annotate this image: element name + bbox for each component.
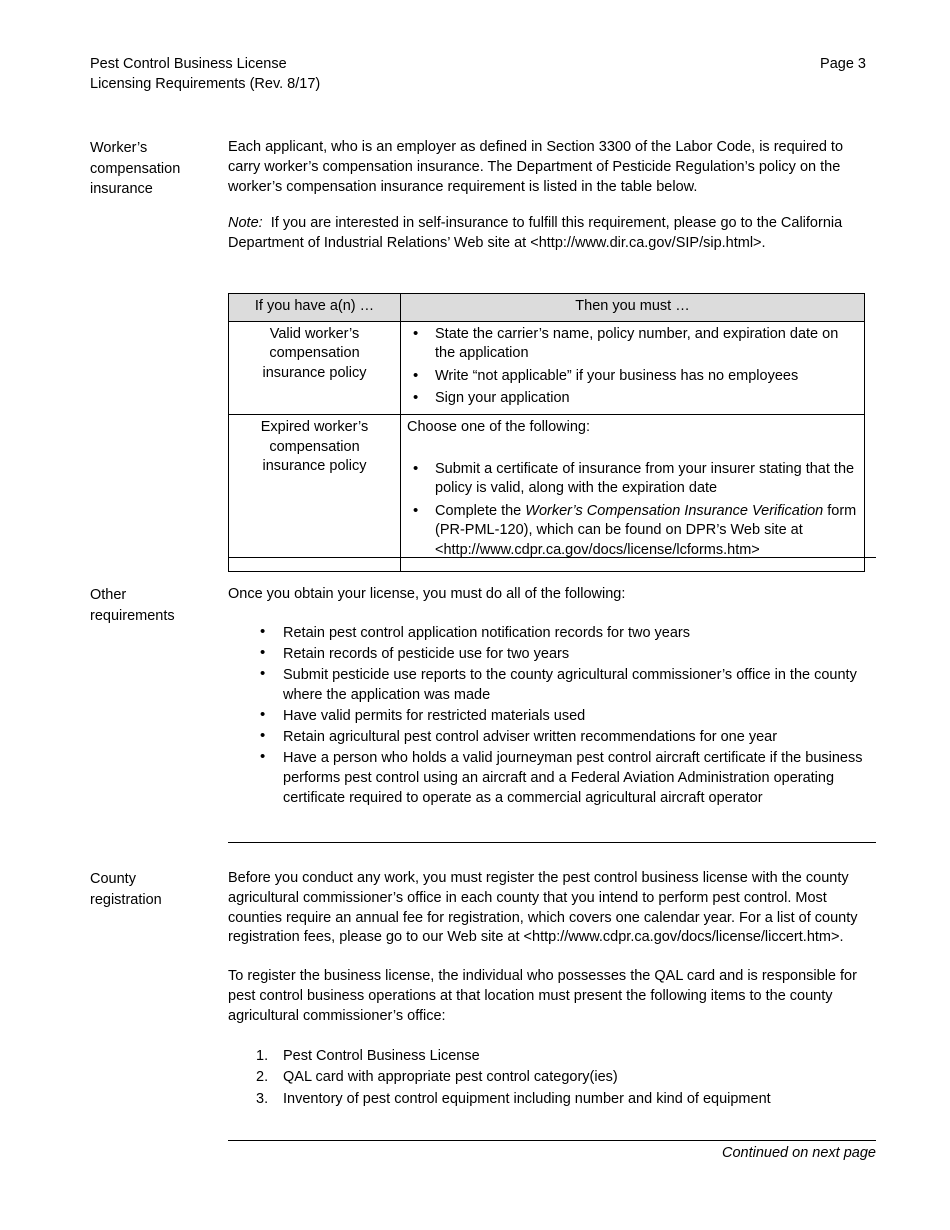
workers-comp-note: [228, 214, 876, 254]
table-header-row: [229, 294, 865, 322]
table-row: [229, 321, 865, 414]
document-title: Pest Control Business License: [90, 56, 287, 72]
section-other-requirements: [90, 585, 876, 809]
list-item: • Retain records of pesticide use for two years: [283, 644, 876, 664]
table-row: [229, 414, 865, 571]
table-header-if-you-have: If you have a(n) …: [229, 294, 401, 322]
workers-comp-paragraph: Each applicant, who is an employer as defined in Section 3300 of the Labor Code, is required to carry worker’s compensation insurance. The Department of Pesticide Regulation’s policy on the worker’s compensation insurance requirement is listed in the table below.: [228, 139, 844, 195]
other-requirements-intro: Once you obtain your license, you must do all of the following:: [228, 586, 626, 602]
key-line-3: insurance policy: [262, 458, 367, 475]
list-item: • State the carrier’s name, policy number, and expiration date on the application: [435, 325, 858, 364]
list-item: • Retain agricultural pest control adviser written recommendations for one year: [283, 727, 876, 747]
key-line-1: Expired worker’s: [260, 418, 369, 435]
label-line-2: requirements: [90, 607, 175, 624]
expired-policy-action-list: [407, 460, 858, 561]
valid-policy-action-list: [407, 325, 858, 409]
key-line-2: compensation: [269, 345, 360, 362]
footer-divider: [228, 1140, 876, 1141]
note-label: Note:: [228, 215, 263, 232]
key-line-2: compensation: [269, 438, 360, 455]
county-registration-paragraph-1: Before you conduct any work, you must register the pest control business license with the county agricultural commissioner’s office in each county that you intend to perform pest control. Most counties require an annual fee for registration, which covers one calendar year. For a list of county registration fees, please go to our Web site at <http://www.cdpr.ca.gov/docs/license/liccert.htm>.: [228, 870, 858, 946]
form-title-italic: Worker’s Compensation Insurance Verification: [525, 502, 824, 519]
bullet-text-post: form (PR-PML-120), which can be found on DPR’s Web site at <http://www.cdpr.ca.gov/docs/license/lcforms.htm>: [435, 502, 857, 558]
footer-continued-label: Continued on next page: [722, 1145, 876, 1161]
table-cell-expired-policy-actions: [401, 414, 865, 571]
table-header-then-you-must: Then you must …: [401, 294, 865, 322]
list-item: Pest Control Business License: [283, 1047, 480, 1064]
list-item: [435, 502, 858, 561]
list-item: • Have a person who holds a valid journeyman pest control aircraft certificate if the business performs pest control using an aircraft and a Federal Aviation Administration operating certificate required to operate as a commercial agricultural aircraft operator: [283, 748, 876, 808]
bullet-text-pre: Complete the: [435, 502, 526, 519]
label-line-3: insurance: [90, 181, 153, 197]
key-line-1: Valid worker’s: [269, 325, 360, 342]
section-divider-county-registration: [228, 842, 876, 843]
section-divider-other-requirements: [228, 557, 876, 558]
label-line-1: Other: [90, 587, 127, 603]
list-item: • Submit pesticide use reports to the county agricultural commissioner’s office in the county where the application was made: [283, 665, 876, 705]
document-subtitle: Licensing Requirements (Rev. 8/17): [90, 76, 321, 92]
county-registration-items-list: [228, 1046, 876, 1110]
list-item: Inventory of pest control equipment including number and kind of equipment: [283, 1090, 771, 1107]
list-item: • Retain pest control application notification records for two years: [283, 623, 876, 643]
section-workers-compensation: [90, 138, 876, 254]
county-registration-paragraph-2: To register the business license, the individual who possesses the QAL card and is responsible for pest control business operations at that location must present the following items to the county agricultural commissioner’s office:: [228, 968, 857, 1024]
workers-compensation-table: [228, 293, 865, 572]
section-label-workers-compensation: [90, 138, 228, 200]
section-body-other-requirements: [228, 585, 876, 809]
section-county-registration: [90, 869, 876, 1110]
list-item: QAL card with appropriate pest control category(ies): [283, 1069, 618, 1086]
table-cell-valid-policy-actions: [401, 321, 865, 414]
note-text: If you are interested in self-insurance to fulfill this requirement, please go to the California Department of Industrial Relations’ Web site at <http://www.dir.ca.gov/SIP/sip.html>.: [228, 215, 843, 252]
list-item: • Submit a certificate of insurance from your insurer stating that the policy is valid, along with the expiration date: [435, 460, 858, 499]
header-title-block: [90, 54, 320, 94]
list-item: • Write “not applicable” if your business has no employees: [435, 367, 858, 387]
section-body-workers-compensation: [228, 138, 876, 254]
section-label-other-requirements: [90, 585, 228, 626]
other-requirements-list: [228, 623, 876, 808]
section-body-county-registration: [228, 869, 876, 1110]
table-cell-valid-policy: [229, 321, 401, 414]
page-header: [90, 54, 866, 94]
label-line-1: County: [90, 871, 136, 887]
key-line-3: insurance policy: [262, 364, 367, 381]
label-line-2: registration: [90, 891, 162, 908]
section-label-county-registration: [90, 869, 228, 910]
list-item: • Sign your application: [435, 389, 858, 409]
expired-policy-lead: Choose one of the following:: [407, 418, 590, 435]
label-line-1: Worker’s: [90, 140, 148, 156]
page-number: Page 3: [820, 56, 866, 72]
list-item: • Have valid permits for restricted materials used: [283, 706, 876, 726]
table-cell-expired-policy: [229, 414, 401, 571]
label-line-2: compensation: [90, 160, 181, 177]
